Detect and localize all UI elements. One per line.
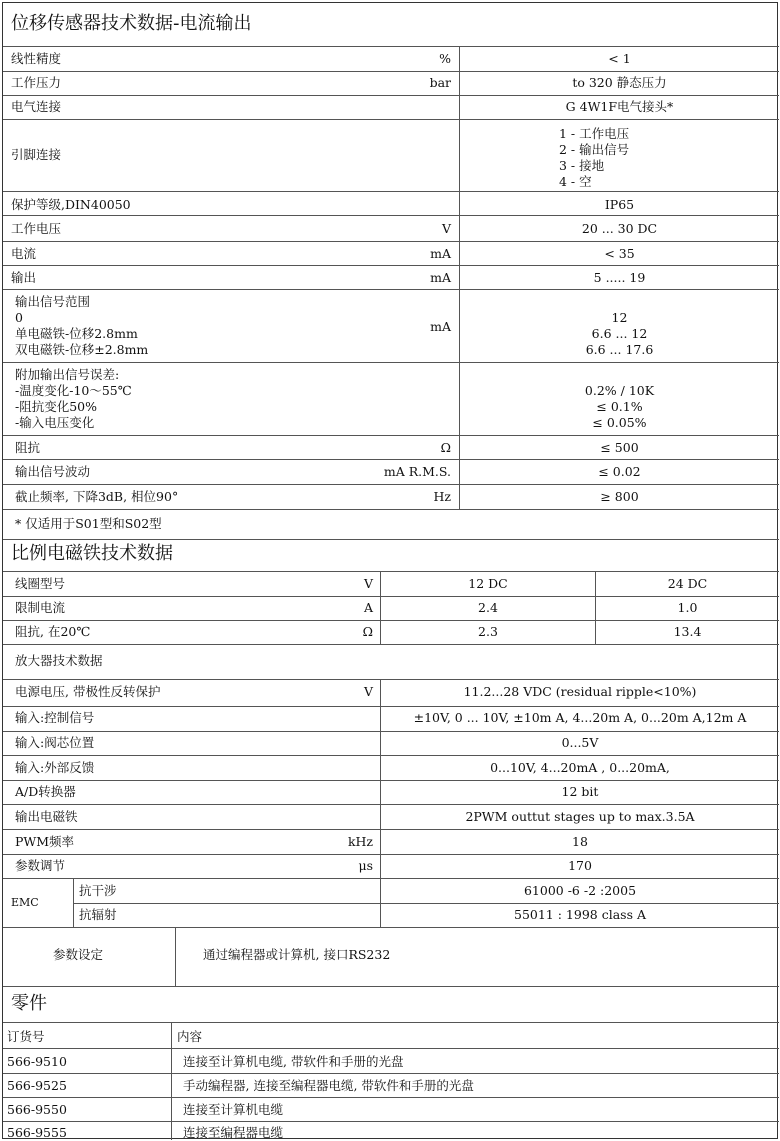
row-value: 0...5V (561, 735, 599, 750)
part-code: 566-9550 (7, 1102, 67, 1117)
divider (3, 644, 779, 645)
divider (3, 435, 779, 436)
row-value-24v: 13.4 (673, 624, 702, 639)
pin-list: 1 - 工作电压 2 - 输出信号 3 - 接地 4 - 空 (559, 126, 630, 189)
row-unit: A (363, 600, 373, 615)
row-value: ≥ 800 (600, 489, 639, 504)
divider (3, 1048, 779, 1049)
row-label: 引脚连接 (11, 147, 62, 162)
divider (3, 1022, 779, 1023)
row-label: 参数调节 (15, 858, 66, 873)
row-unit: bar (429, 75, 451, 90)
part-content: 连接至计算机电缆 (183, 1102, 284, 1117)
row-unit: mA (430, 270, 451, 285)
divider (3, 878, 779, 879)
divider (3, 241, 779, 242)
row-label: 输入:外部反馈 (15, 760, 95, 775)
row-unit: mA (430, 246, 451, 261)
spec-sheet (2, 2, 778, 1139)
row-value: ±10V, 0 ... 10V, ±10m A, 4...20m A, 0...20m A,12m A (413, 710, 747, 725)
parts-section-title: 零件 (11, 993, 47, 1014)
divider (3, 509, 779, 510)
part-code: 566-9525 (7, 1078, 67, 1093)
divider (3, 265, 779, 266)
divider (3, 215, 779, 216)
divider (3, 927, 779, 928)
row-label: 保护等级,DIN40050 (11, 197, 131, 212)
row-unit: V (441, 221, 451, 236)
parts-header-code: 订货号 (7, 1029, 45, 1044)
divider (3, 854, 779, 855)
row-value: ≤ 0.02 (598, 464, 641, 479)
row-value: IP65 (604, 197, 635, 212)
divider (3, 539, 779, 540)
row-label: 输出信号范围 0 单电磁铁-位移2.8mm 双电磁铁-位移±2.8mm (15, 294, 149, 357)
row-label: 限制电流 (15, 600, 66, 615)
part-code: 566-9555 (7, 1125, 67, 1140)
emc-row-label: 抗辐射 (79, 907, 117, 922)
row-label: 输入:阀芯位置 (15, 735, 95, 750)
column-divider (73, 878, 74, 927)
row-value: to 320 静态压力 (572, 75, 667, 90)
row-value-12v: 2.4 (478, 600, 498, 615)
row-value-12v: 12 DC (468, 576, 508, 591)
row-label: 工作电压 (11, 221, 62, 236)
row-label: 工作压力 (11, 75, 62, 90)
divider (3, 986, 779, 987)
row-unit: V (363, 576, 373, 591)
row-label: 电源电压, 带极性反转保护 (15, 684, 161, 699)
row-label: 电流 (11, 246, 37, 261)
row-value: 0...10V, 4...20mA , 0...20mA, (490, 760, 670, 775)
row-value: 20 ... 30 DC (581, 221, 658, 236)
row-value-24v: 24 DC (667, 576, 708, 591)
settings-value: 通过编程器或计算机, 接口RS232 (203, 947, 391, 962)
row-label: PWM频率 (15, 834, 75, 849)
divider (3, 1073, 779, 1074)
row-label: A/D转换器 (15, 784, 76, 799)
divider (3, 571, 779, 572)
row-value: < 1 (608, 51, 631, 66)
row-value: 170 (568, 858, 592, 873)
row-value: G 4W1F电气接头* (565, 99, 674, 114)
row-label: 阻抗 (15, 440, 41, 455)
row-label: 电气连接 (11, 99, 62, 114)
settings-label: 参数设定 (53, 947, 104, 962)
divider (3, 780, 779, 781)
divider (73, 903, 779, 904)
row-value-24v: 1.0 (677, 600, 698, 615)
row-unit: μs (358, 858, 373, 873)
row-label: 输入:控制信号 (15, 710, 95, 725)
divider (3, 484, 779, 485)
divider (3, 289, 779, 290)
emc-row-value: 55011 : 1998 class A (514, 907, 646, 922)
row-value: 12 6.6 ... 12 6.6 ... 17.6 (585, 310, 654, 357)
row-value: 18 (572, 834, 588, 849)
row-label: 线性精度 (11, 51, 62, 66)
row-unit: Hz (433, 489, 451, 504)
column-divider (175, 927, 176, 986)
emc-row-value: 61000 -6 -2 :2005 (523, 883, 637, 898)
row-value: < 35 (604, 246, 635, 261)
row-label: 输出信号波动 (15, 464, 91, 479)
row-unit: mA (430, 319, 451, 334)
part-code: 566-9510 (7, 1054, 67, 1069)
divider (3, 731, 779, 732)
amplifier-section-title: 放大器技术数据 (15, 653, 103, 668)
row-value-12v: 2.3 (478, 624, 498, 639)
row-label: 附加输出信号误差: -温度变化-10～55℃ -阻抗变化50% -输入电压变化 (15, 367, 132, 430)
row-label: 输出电磁铁 (15, 809, 78, 824)
row-unit: Ω (362, 624, 373, 639)
divider (3, 362, 779, 363)
row-unit: % (439, 51, 451, 66)
divider (3, 755, 779, 756)
row-label: 阻抗, 在20℃ (15, 624, 91, 639)
divider (3, 46, 779, 47)
divider (3, 679, 779, 680)
row-value: 0.2% / 10K ≤ 0.1% ≤ 0.05% (584, 383, 655, 430)
footnote: * 仅适用于S01型和S02型 (15, 516, 162, 531)
divider (3, 95, 779, 96)
row-unit: kHz (347, 834, 373, 849)
divider (3, 459, 779, 460)
solenoid-section-title: 比例电磁铁技术数据 (11, 543, 173, 564)
divider (3, 596, 779, 597)
emc-row-label: 抗干涉 (79, 883, 117, 898)
part-content: 手动编程器, 连接至编程器电缆, 带软件和手册的光盘 (183, 1078, 474, 1093)
part-content: 连接至计算机电缆, 带软件和手册的光盘 (183, 1054, 404, 1069)
row-value: 12 bit (561, 784, 599, 799)
row-value: 2PWM outtut stages up to max.3.5A (465, 809, 695, 824)
sensor-section-title: 位移传感器技术数据-电流输出 (11, 13, 252, 34)
row-unit: V (363, 684, 373, 699)
divider (3, 191, 779, 192)
row-value: 5 ..... 19 (593, 270, 646, 285)
divider (3, 829, 779, 830)
divider (3, 706, 779, 707)
divider (3, 1097, 779, 1098)
divider (3, 620, 779, 621)
row-unit: Ω (440, 440, 451, 455)
row-label: 输出 (11, 270, 37, 285)
divider (3, 804, 779, 805)
part-content: 连接至编程器电缆 (183, 1125, 284, 1140)
emc-label: EMC (11, 896, 39, 909)
divider (3, 71, 779, 72)
row-label: 线圈型号 (15, 576, 66, 591)
divider (3, 119, 779, 120)
row-label: 截止频率, 下降3dB, 相位90° (15, 489, 179, 504)
row-unit: mA R.M.S. (383, 464, 451, 479)
row-value: ≤ 500 (600, 440, 639, 455)
divider (3, 1121, 779, 1122)
row-value: 11.2...28 VDC (residual ripple<10%) (463, 684, 697, 699)
column-divider (171, 1022, 172, 1140)
parts-header-content: 内容 (177, 1029, 203, 1044)
